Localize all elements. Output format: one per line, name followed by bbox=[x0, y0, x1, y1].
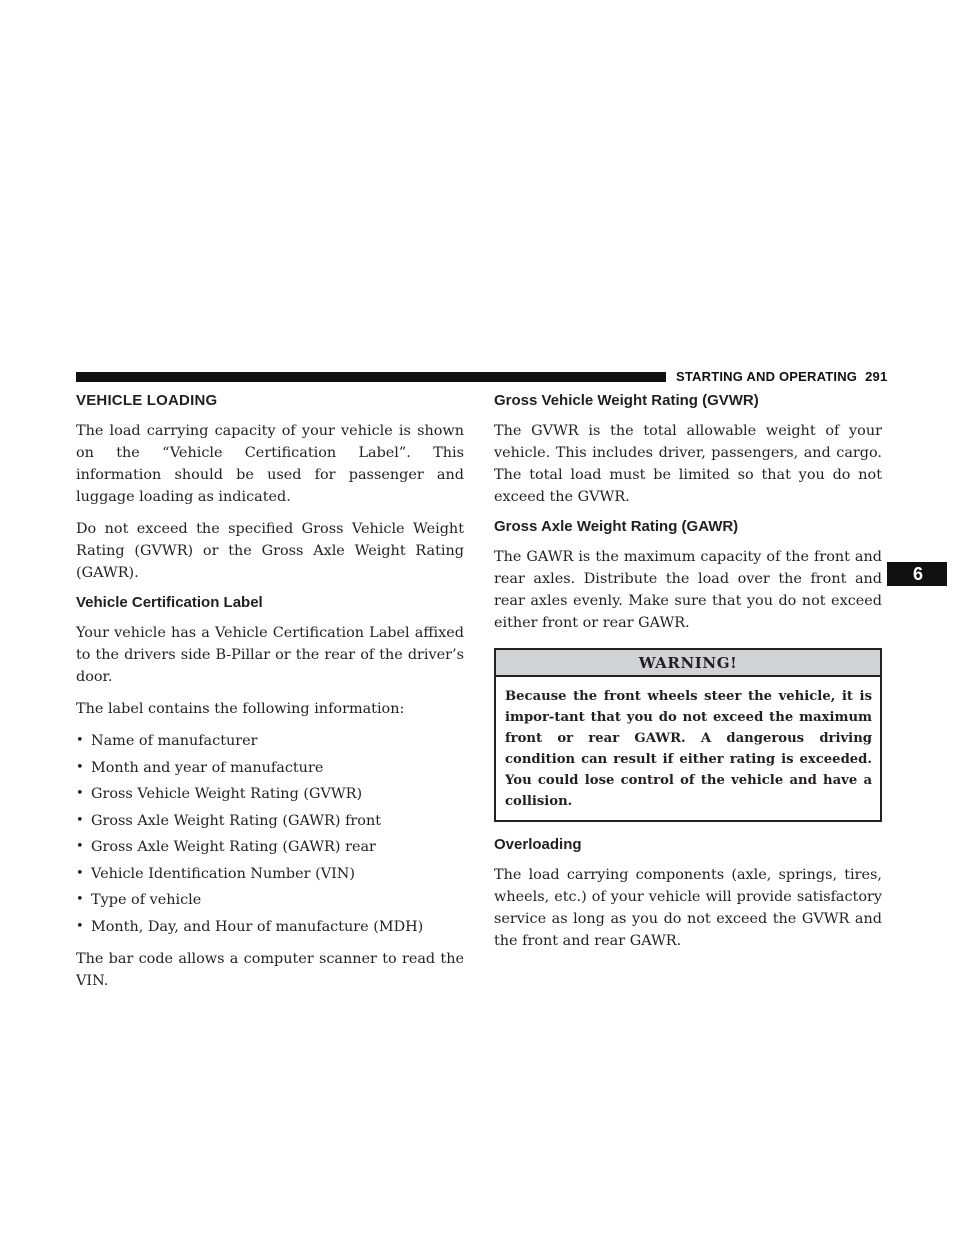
gvwr-heading: Gross Vehicle Weight Rating (GVWR) bbox=[494, 392, 759, 409]
cert-paragraph-1: Your vehicle has a Vehicle Certification Label affixed to the drivers side B-Pillar or the rear of the driver’s door. bbox=[76, 625, 464, 685]
bullet-icon: • bbox=[76, 812, 84, 828]
cert-paragraph-2: The label contains the following information: bbox=[76, 701, 405, 717]
warning-title: WARNING! bbox=[496, 650, 880, 677]
label-info-list bbox=[76, 730, 464, 938]
page-number: 291 bbox=[865, 369, 888, 384]
bullet-icon: • bbox=[76, 892, 84, 907]
overloading-paragraph: The load carrying components (axle, springs, tires, wheels, etc.) of your vehicle will provide satisfactory service as long as you do not exceed the GVWR and the front and rear GAWR. bbox=[494, 867, 882, 949]
bullet-icon: • bbox=[76, 918, 84, 934]
bullet-icon: • bbox=[76, 839, 84, 854]
warning-box bbox=[494, 648, 882, 822]
running-header bbox=[676, 369, 906, 384]
intro-paragraph-2: Do not exceed the specified Gross Vehicle Weight Rating (GVWR) or the Gross Axle Weight Rating (GAWR). bbox=[76, 521, 464, 581]
list-item: • Gross Vehicle Weight Rating (GVWR) bbox=[76, 783, 464, 805]
bullet-icon: • bbox=[76, 786, 84, 801]
bullet-icon: • bbox=[76, 759, 84, 775]
chapter-tab: 6 bbox=[887, 562, 947, 586]
warning-text: Because the front wheels steer the vehicle, it is impor-tant that you do not exceed the maximum front or rear GAWR. A dangerous driving condition can result if either rating is exceeded. You could lose control of the vehicle and have a collision. bbox=[505, 689, 872, 809]
list-item: • Type of vehicle bbox=[76, 889, 464, 911]
bullet-icon: • bbox=[76, 865, 84, 881]
list-item: • Month and year of manufacture bbox=[76, 757, 464, 779]
list-item: • Name of manufacturer bbox=[76, 730, 464, 752]
list-item: • Month, Day, and Hour of manufacture (MDH) bbox=[76, 916, 464, 938]
bullet-icon: • bbox=[76, 733, 84, 748]
right-column bbox=[494, 392, 882, 962]
gawr-paragraph: The GAWR is the maximum capacity of the front and rear axles. Distribute the load over the front and rear axles evenly. Make sure that you do not exceed either front or rear GAWR. bbox=[494, 549, 882, 631]
list-item: • Vehicle Identification Number (VIN) bbox=[76, 863, 464, 885]
section-name: STARTING AND OPERATING bbox=[676, 369, 858, 384]
list-item: • Gross Axle Weight Rating (GAWR) rear bbox=[76, 836, 464, 858]
section-title: VEHICLE LOADING bbox=[76, 392, 218, 409]
intro-paragraph-1: The load carrying capacity of your vehicle is shown on the “Vehicle Certification Label”. This information should be used for passenger and luggage loading as indicated. bbox=[76, 423, 464, 505]
list-item: • Gross Axle Weight Rating (GAWR) front bbox=[76, 810, 464, 832]
header-rule bbox=[76, 372, 666, 382]
gvwr-paragraph: The GVWR is the total allowable weight of your vehicle. This includes driver, passengers, and cargo. The total load must be limited so that you do not exceed the GVWR. bbox=[494, 423, 882, 505]
gawr-heading: Gross Axle Weight Rating (GAWR) bbox=[494, 518, 739, 535]
barcode-paragraph: The bar code allows a computer scanner to read the VIN. bbox=[76, 950, 464, 989]
overloading-heading: Overloading bbox=[494, 836, 582, 853]
cert-label-heading: Vehicle Certification Label bbox=[76, 594, 263, 611]
left-column bbox=[76, 392, 464, 1002]
